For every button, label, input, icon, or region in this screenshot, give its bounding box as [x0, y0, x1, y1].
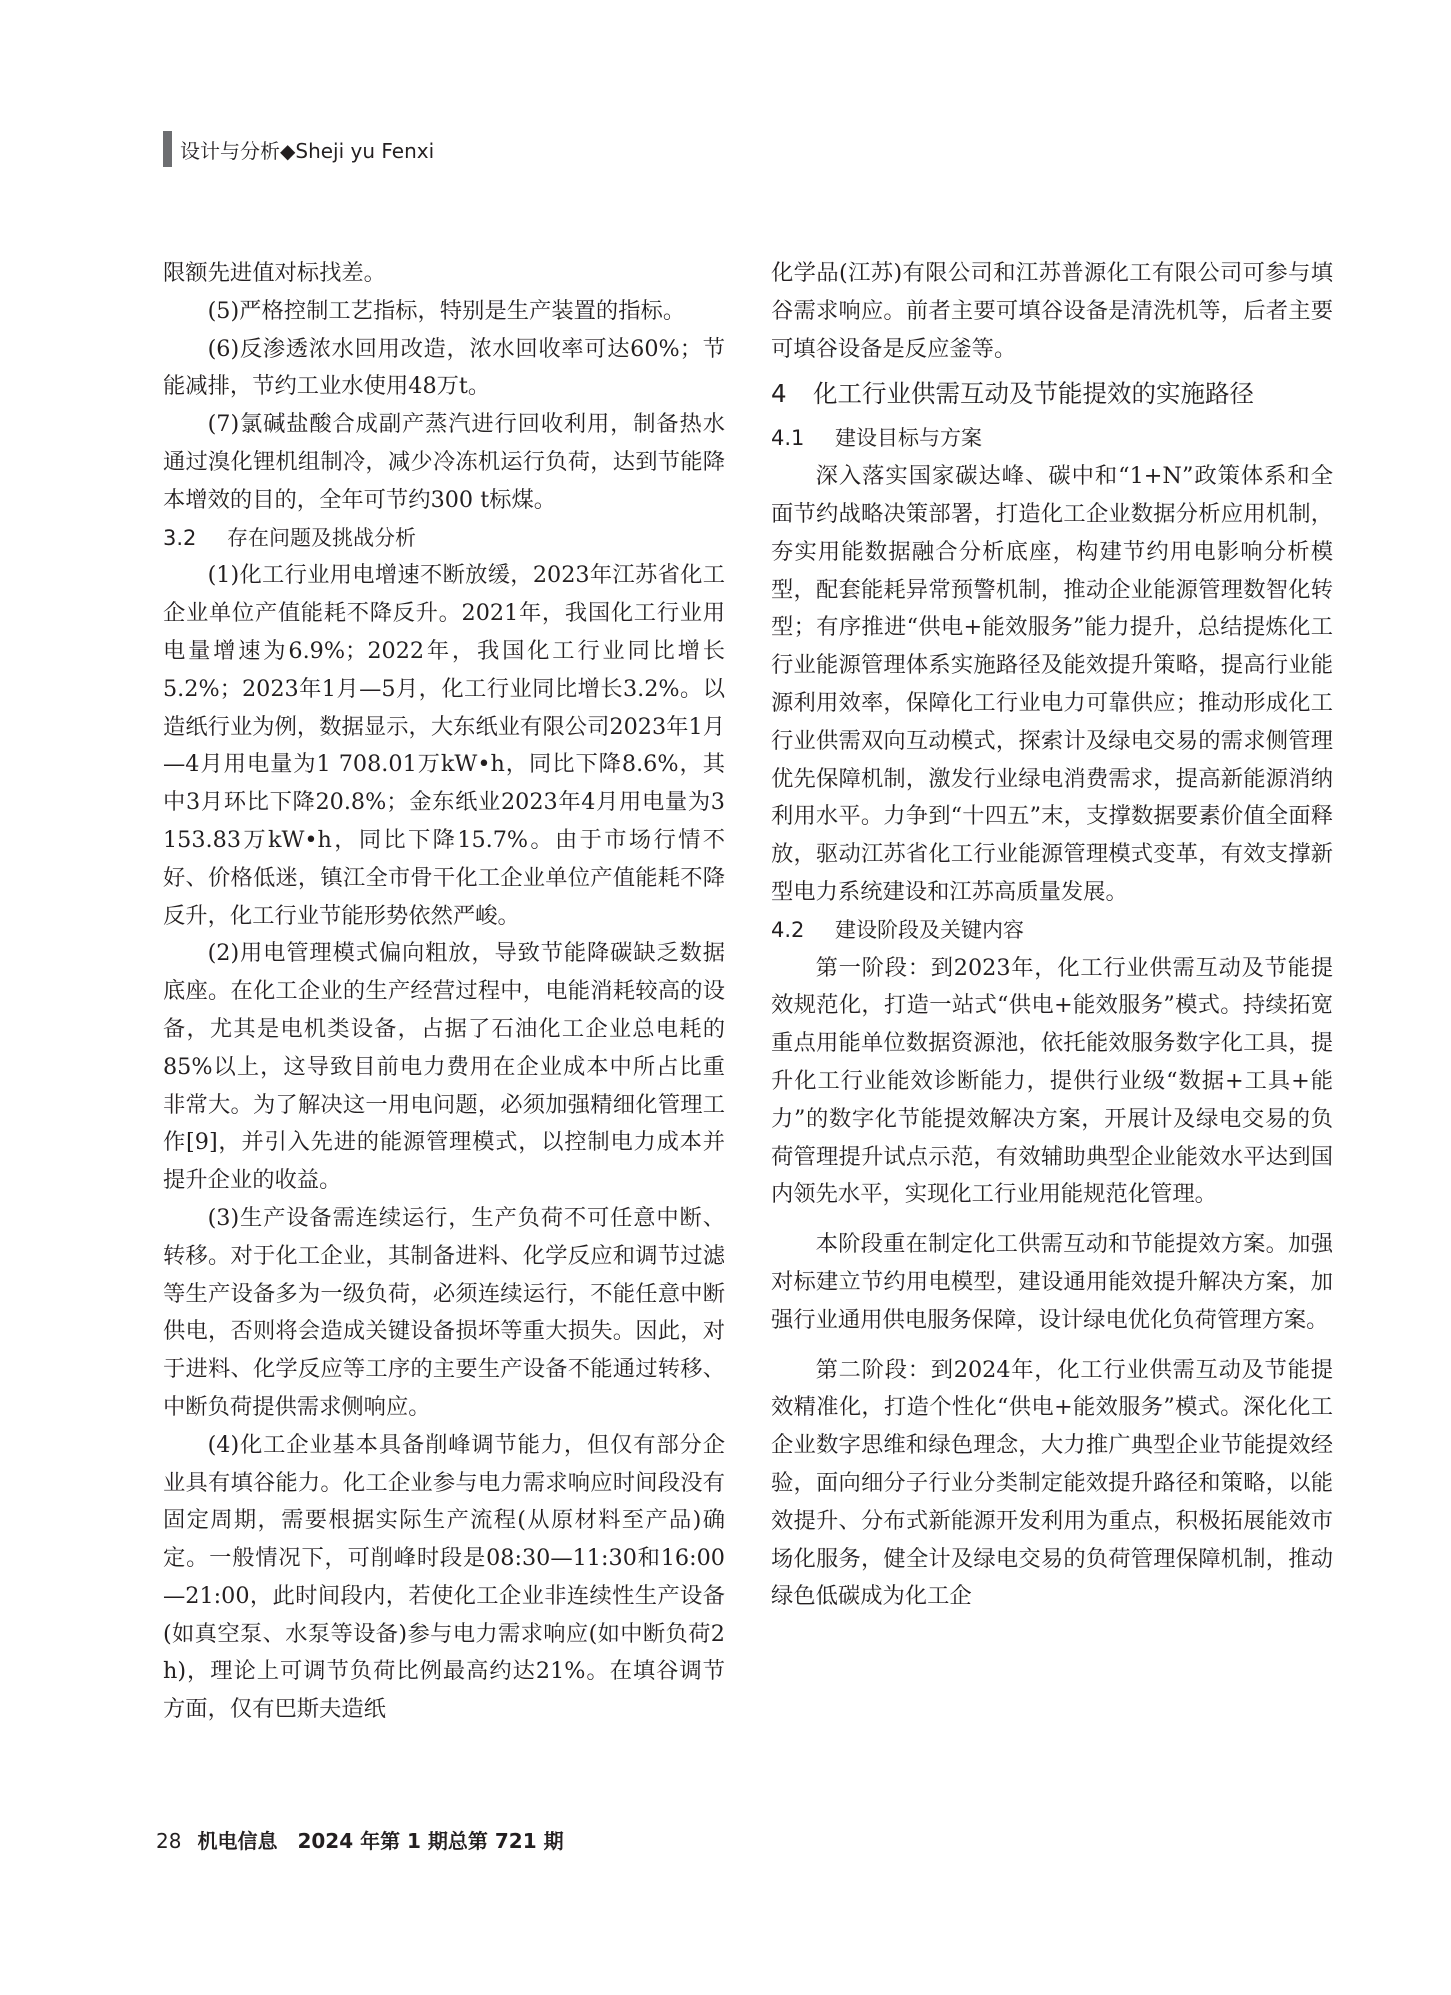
section-4-1-number: 4.1	[771, 426, 805, 451]
right-column	[771, 255, 1333, 1616]
paragraph-stage-2: 第二阶段：到2024年，化工行业供需互动及节能提效精准化，打造个性化“供电+能效服务”模式。深化化工企业数字思维和绿色理念，大力推广典型企业节能提效经验，面向细分子行业分类制定能效提升路径和策略，以能效提升、分布式新能源开发利用为重点，积极拓展能效市场化服务，健全计及绿电交易的负荷管理保障机制，推动绿色低碳成为化工企	[771, 1356, 1333, 1610]
section-4-2-title: 建设阶段及关键内容	[835, 917, 1024, 942]
paragraph-goals: 深入落实国家碳达峰、碳中和“1+N”政策体系和全面节约战略决策部署，打造化工企业数据分析应用机制，夯实用能数据融合分析底座，构建节约用电影响分析模型，配套能耗异常预警机制，推动企业能源管理数智化转型；有序推进“供电+能效服务”能力提升，总结提炼化工行业能源管理体系实施路径及能效提升策略，提高行业能源利用效率，保障化工行业电力可靠供应；推动形成化工行业供需双向互动模式，探索计及绿电交易的需求侧管理优先保障机制，激发行业绿电消费需求，提高新能源消纳利用水平。力争到“十四五”末，支撑数据要素价值全面释放，驱动江苏省化工行业能源管理模式变革，有效支撑新型电力系统建设和江苏高质量发展。	[771, 463, 1333, 905]
running-head-text: 设计与分析◆Sheji yu Fenxi	[180, 138, 435, 163]
section-4-1-title: 建设目标与方案	[835, 426, 982, 451]
section-4-heading	[771, 368, 1333, 420]
journal-issue: 机电信息 2024 年第 1 期总第 721 期	[197, 1829, 564, 1853]
running-head	[163, 131, 434, 167]
section-3-2-number: 3.2	[163, 525, 197, 550]
section-4-2-number: 4.2	[771, 917, 805, 942]
paragraph-issue-4-continued: 化学品(江苏)有限公司和江苏普源化工有限公司可参与填谷需求响应。前者主要可填谷设备是清洗机等，后者主要可填谷设备是反应釜等。	[771, 260, 1333, 362]
paragraph-item-6: (6)反渗透浓水回用改造，浓水回收率可达60%；节能减排，节约工业水使用48万t。	[163, 335, 725, 400]
paragraph-issue-2: (2)用电管理模式偏向粗放，导致节能降碳缺乏数据底座。在化工企业的生产经营过程中，电能消耗较高的设备，尤其是电机类设备，占据了石油化工企业总电耗的85%以上，这导致目前电力费用在企业成本中所占比重非常大。为了解决这一用电问题，必须加强精细化管理工作[9]，并引入先进的能源管理模式，以控制电力成本并提升企业的收益。	[163, 940, 725, 1194]
paragraph-item-7: (7)氯碱盐酸合成副产蒸汽进行回收利用，制备热水通过溴化锂机组制冷，减少冷冻机运行负荷，达到节能降本增效的目的，全年可节约300 t标煤。	[163, 411, 725, 513]
paragraph-continued: 限额先进值对标找差。	[163, 260, 386, 286]
paragraph-issue-3: (3)生产设备需连续运行，生产负荷不可任意中断、转移。对于化工企业，其制备进料、化学反应和调节过滤等生产设备多为一级负荷，必须连续运行，不能任意中断供电，否则将会造成关键设备损坏等重大损失。因此，对于进料、化学反应等工序的主要生产设备不能通过转移、中断负荷提供需求侧响应。	[163, 1204, 725, 1420]
paragraph-issue-4: (4)化工企业基本具备削峰调节能力，但仅有部分企业具有填谷能力。化工企业参与电力需求响应时间段没有固定周期，需要根据实际生产流程(从原材料至产品)确定。一般情况下，可削峰时段是08:30—11:30和16:00—21:00，此时间段内，若使化工企业非连续性生产设备(如真空泵、水泵等设备)参与电力需求响应(如中断负荷2 h)，理论上可调节负荷比例最高约达21%。在填谷调节方面，仅有巴斯夫造纸	[163, 1431, 725, 1723]
paragraph-stage-1-focus: 本阶段重在制定化工供需互动和节能提效方案。加强对标建立节约用电模型，建设通用能效提升解决方案，加强行业通用供电服务保障，设计绿电优化负荷管理方案。	[771, 1231, 1333, 1333]
section-4-1-heading	[771, 420, 1333, 458]
page-footer	[156, 1825, 564, 1854]
paragraph-issue-1: (1)化工行业用电增速不断放缓，2023年江苏省化工企业单位产值能耗不降反升。2021年，我国化工行业用电量增速为6.9%；2022年，我国化工行业同比增长5.2%；2023年1月—5月，化工行业同比增长3.2%。以造纸行业为例，数据显示，大东纸业有限公司2023年1月—4月用电量为1 708.01万kW•h，同比下降8.6%，其中3月环比下降20.8%；金东纸业2023年4月用电量为3 153.83万kW•h，同比下降15.7%。由于市场行情不好、价格低迷，镇江全市骨干化工企业单位产值能耗不降反升，化工行业节能形势依然严峻。	[163, 562, 725, 929]
section-4-title: 化工行业供需互动及节能提效的实施路径	[813, 379, 1254, 409]
running-head-bar	[163, 131, 172, 167]
left-column	[163, 255, 725, 1729]
section-4-2-heading	[771, 912, 1333, 950]
paragraph-item-5: (5)严格控制工艺指标，特别是生产装置的指标。	[207, 297, 686, 324]
section-3-2-heading	[163, 520, 725, 558]
section-3-2-title: 存在问题及挑战分析	[227, 525, 416, 550]
paragraph-stage-1: 第一阶段：到2023年，化工行业供需互动及节能提效规范化，打造一站式“供电+能效服务”模式。持续拓宽重点用能单位数据资源池，依托能效服务数字化工具，提升化工行业能效诊断能力，提供行业级“数据+工具+能力”的数字化节能提效解决方案，开展计及绿电交易的负荷管理提升试点示范，有效辅助典型企业能效水平达到国内领先水平，实现化工行业用能规范化管理。	[771, 954, 1333, 1208]
section-4-number: 4	[771, 379, 787, 409]
page-number: 28	[156, 1829, 182, 1853]
